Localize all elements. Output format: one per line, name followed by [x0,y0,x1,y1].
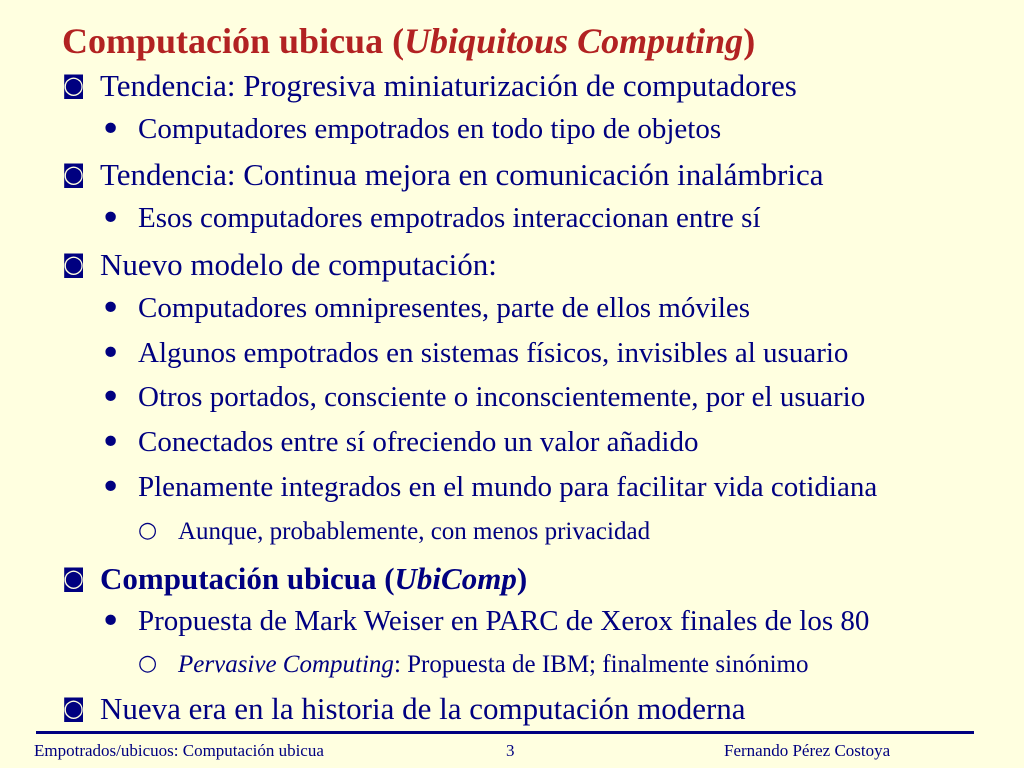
square-bullet-icon: ◙ [62,694,86,722]
dot-bullet-icon: • [100,422,122,463]
slide-title: Computación ubicua (Ubiquitous Computing) [62,21,756,61]
slide: Computación ubicua (Ubiquitous Computing) ◙ Tendencia: Progresiva miniaturización de computadores • Computadores empotrados en todo tipo de objetos ◙ Tendencia: Continua mejora en comunicación inalámbrica • Esos computadores empotrados interaccionan entre sí ◙ Nuevo modelo de computación: • Computadores omnipresentes, parte de ellos móviles • Algunos empotrados en sistemas físicos, invisibles al usuario • Otros portados, consciente o inconscientemente, por el usuario • Conectados entre sí ofreciendo un valor añadido • Plenamente integrados en el mundo para facilitar vida cotidiana ○ Aunque, probablemente, con menos privacidad ◙ Computación ubicua (UbiComp) • Propuesta de Mark Weiser en PARC de Xerox finales de los 80 ○ Pervasive Computing: Propuesta de IBM; finalmente sinónimo ◙ Nueva era en la historia de la computación moderna Empotrados/ubicuos: Computación ubicua 3 Fernando Pérez Costoya [0,0,1024,768]
dot-bullet-icon: • [100,601,122,642]
dot-bullet-icon: • [100,377,122,418]
dot-bullet-icon: • [100,288,122,329]
dot-bullet-icon: • [100,109,122,150]
dot-bullet-icon: • [100,467,122,508]
square-bullet-icon: ◙ [62,564,86,592]
square-bullet-icon: ◙ [62,250,86,278]
footer-author: Fernando Pérez Costoya [724,741,891,760]
square-bullet-icon: ◙ [62,160,86,188]
dot-bullet-icon: • [100,333,122,374]
footer-page-number: 3 [506,741,515,760]
square-bullet-icon: ◙ [62,71,86,99]
dot-bullet-icon: • [100,198,122,239]
footer-divider [36,731,974,734]
circle-bullet-icon: ○ [138,651,158,676]
circle-bullet-icon: ○ [138,518,158,543]
footer-course-title: Empotrados/ubicuos: Computación ubicua [34,741,324,760]
title-italic: Ubiquitous Computing [404,21,744,61]
